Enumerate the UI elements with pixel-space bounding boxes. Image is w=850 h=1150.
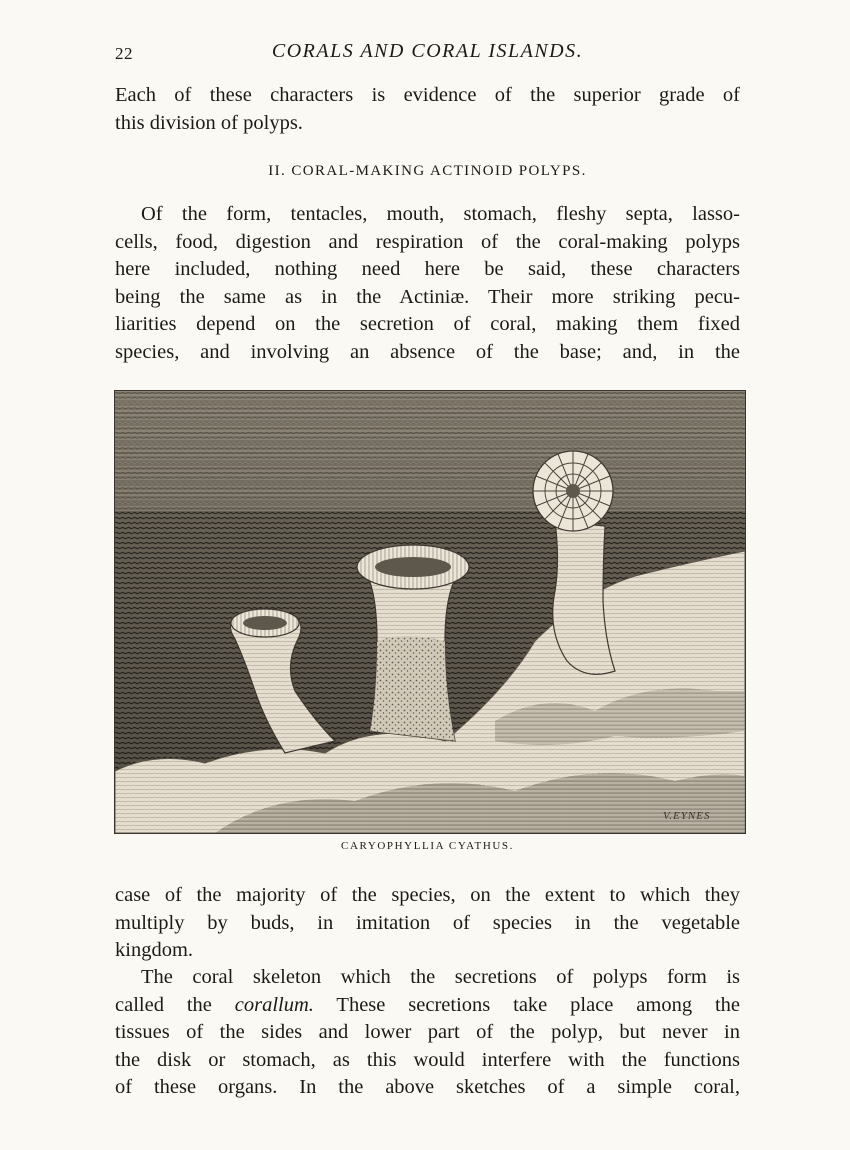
paragraph-2-line-3: here included, nothing need here be said, these characters — [115, 258, 740, 280]
engraving-figure — [114, 390, 746, 834]
paragraph-4-line-2-prefix: called the — [115, 993, 235, 1016]
paragraph-2-line-5: liarities depend on the secretion of coral, making them fixed — [115, 313, 740, 335]
paragraph-4-line-5: of these organs. In the above sketches of a simple coral, — [115, 1076, 740, 1098]
paragraph-2-line-1: Of the form, tentacles, mouth, stomach, fleshy septa, lasso- — [141, 203, 740, 225]
running-title: CORALS AND CORAL ISLANDS. — [271, 40, 584, 62]
paragraph-3-line-3: kingdom. — [115, 939, 194, 961]
paragraph-2-line-6: species, and involving an absence of the base; and, in the — [115, 340, 740, 363]
right-polyp-center — [566, 484, 580, 498]
paragraph-4 — [115, 964, 740, 1102]
running-head — [115, 40, 740, 64]
figure-caption: CARYOPHYLLIA CYATHUS. — [341, 840, 514, 852]
paragraph-3-line-2: multiply by buds, in imitation of species in the vegetable — [115, 911, 740, 934]
paragraph-3 — [115, 882, 740, 965]
paragraph-1-line-1: Each of these characters is evidence of the superior grade of — [115, 84, 740, 106]
corallum-term: corallum. — [234, 993, 314, 1016]
left-polyp-mouth — [243, 616, 287, 630]
paragraph-4-line-3: tissues of the sides and lower part of the polyp, but never in — [115, 1021, 740, 1043]
paragraph-2-line-2: cells, food, digestion and respiration of the coral-making polyps — [115, 230, 740, 253]
paragraph-4-line-2-suffix: These secretions take place among the — [313, 993, 741, 1016]
paragraph-4-line-1: The coral skeleton which the secretions of polyps form is — [141, 966, 740, 988]
page-number: 22 — [115, 44, 133, 63]
middle-polyp-stipple — [370, 636, 455, 741]
engraver-signature: V.EYNES — [663, 810, 711, 822]
caryophyllia-engraving — [115, 391, 745, 833]
section-heading: II. CORAL-MAKING ACTINOID POLYPS. — [268, 163, 587, 179]
paragraph-4-line-4: the disk or stomach, as this would interfere with the functions — [115, 1048, 740, 1071]
middle-polyp-mouth — [375, 557, 451, 577]
paragraph-1 — [115, 82, 740, 137]
paragraph-1-line-2: this division of polyps. — [115, 111, 303, 134]
paragraph-2-line-4: being the same as in the Actiniæ. Their more striking pecu- — [115, 285, 740, 308]
paragraph-2 — [115, 201, 740, 366]
paragraph-4-line-2 — [115, 992, 740, 1020]
paragraph-3-line-1: case of the majority of the species, on the extent to which they — [115, 884, 740, 906]
